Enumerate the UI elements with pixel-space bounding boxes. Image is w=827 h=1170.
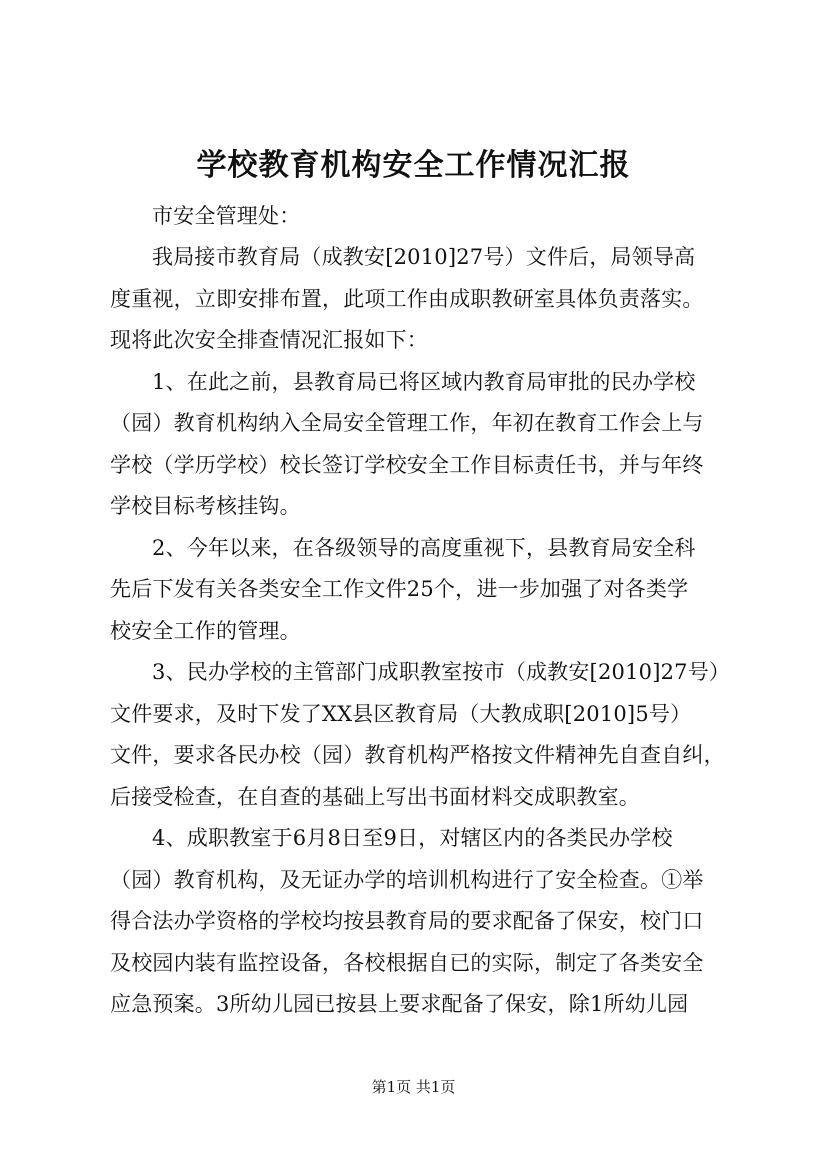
body-line: 学校目标考核挂钩。 [110, 494, 301, 518]
body-line: 及校园内装有监控设备，各校根据自已的实际，制定了各类安全 [110, 951, 704, 975]
body-line: 3、民办学校的主管部门成职教室按市（成教安[2010]27号） [152, 660, 731, 684]
body-line: 先后下发有关各类安全工作文件25个，进一步加强了对各类学 [110, 577, 689, 601]
document-title: 学校教育机构安全工作情况汇报 [196, 148, 631, 183]
body-line: 校安全工作的管理。 [110, 619, 301, 643]
body-line: 应急预案。3所幼儿园已按县上要求配备了保安，除1所幼儿园 [110, 992, 689, 1016]
body-line: （园）教育机构纳入全局安全管理工作，年初在教育工作会上与 [110, 411, 704, 435]
body-line: 1、在此之前，县教育局已将区域内教育局审批的民办学校 [152, 370, 696, 394]
body-line: 4、成职教室于6月8日至9日，对辖区内的各类民办学校 [152, 826, 673, 850]
body-line: 2、今年以来，在各级领导的高度重视下，县教育局安全科 [152, 536, 696, 560]
salutation-line: 市安全管理处： [152, 204, 301, 228]
body-line: 文件，要求各民办校（园）教育机构严格按文件精神先自查自纠， [110, 743, 725, 767]
body-line: （园）教育机构，及无证办学的培训机构进行了安全检查。①举 [110, 868, 704, 892]
body-line: 后接受检查，在自查的基础上写出书面材料交成职教室。 [110, 785, 640, 809]
page-number-footer: 第1页 共1页 [371, 1078, 456, 1096]
body-line: 得合法办学资格的学校均按县教育局的要求配备了保安，校门口 [110, 909, 704, 933]
body-line: 度重视，立即安排布置，此项工作由成职教研室具体负责落实。 [110, 287, 704, 311]
body-line: 文件要求，及时下发了XX县区教育局（大教成职[2010]5号） [110, 702, 692, 726]
body-line: 学校（学历学校）校长签订学校安全工作目标责任书，并与年终 [110, 453, 704, 477]
body-line: 我局接市教育局（成教安[2010]27号）文件后，局领导高 [152, 245, 696, 269]
body-line: 现将此次安全排查情况汇报如下： [110, 328, 428, 352]
